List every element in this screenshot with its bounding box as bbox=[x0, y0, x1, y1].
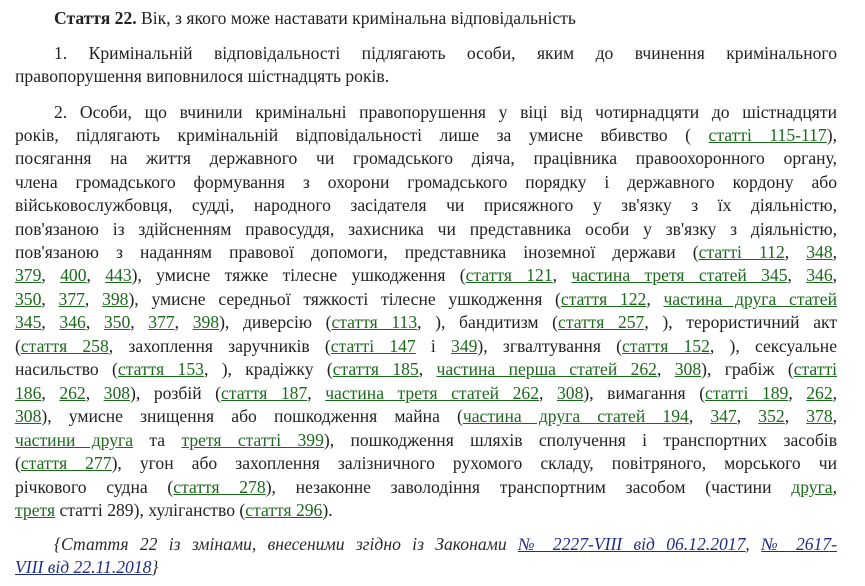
part-2-line-2: років, підлягають кримінальній відповідальності лише за умисне вбивство ( статті 115-117), bbox=[15, 125, 837, 145]
link-article-153[interactable]: стаття 153 bbox=[117, 359, 204, 379]
part-2-line-11: (стаття 258, захоплення заручників (статті 147 і 349), згвалтування (стаття 152, ), сексуальне bbox=[15, 336, 838, 356]
part-2-line-6: пов'язаною із здійсненням правосуддя, захисника чи представника особи у зв'язку з діяльністю, bbox=[15, 219, 837, 239]
link-article-352[interactable]: 352 bbox=[758, 406, 785, 426]
link-article-378[interactable]: 378 bbox=[806, 406, 833, 426]
link-article-147[interactable]: статті 147 bbox=[330, 336, 416, 356]
link-part-3-b[interactable]: третя bbox=[15, 500, 56, 520]
part-2-line-15: частини друга та третя статті 399), пошкодження шляхів сполучення і транспортних засобів bbox=[15, 430, 838, 450]
link-part-2-articles[interactable]: частина друга статей bbox=[663, 289, 838, 309]
link-part-2-article-194[interactable]: частина друга статей 194 bbox=[462, 406, 689, 426]
link-article-121[interactable]: стаття 121 bbox=[465, 265, 553, 285]
link-article-308d[interactable]: 308 bbox=[15, 406, 42, 426]
link-article-308[interactable]: 308 bbox=[674, 359, 702, 379]
link-article-296[interactable]: стаття 296 bbox=[245, 500, 323, 520]
link-article-345b[interactable]: 345 bbox=[15, 312, 42, 332]
part-2-line-8: 379, 400, 443), умисне тяжке тілесне ушкодження (стаття 121, частина третя статей 345, 346, bbox=[15, 265, 838, 285]
link-article-346b[interactable]: 346 bbox=[59, 312, 86, 332]
article-title bbox=[54, 7, 837, 30]
link-article-400[interactable]: 400 bbox=[60, 265, 87, 285]
law-link-2617-part-2[interactable]: VIII від 22.11.2018 bbox=[15, 557, 152, 577]
link-article-443[interactable]: 443 bbox=[105, 265, 132, 285]
link-part-3-article-262[interactable]: частина третя статей 262 bbox=[325, 383, 540, 403]
link-articles-115-117[interactable]: статті 115-117 bbox=[708, 125, 827, 145]
amendment-note-line-1: {Стаття 22 із змінами, внесеними згідно із Законами № 2227-VIII від 06.12.2017, № 2617- bbox=[54, 534, 837, 554]
part-2-line-4: члена громадського формування з охорони громадського порядку і державного кордону або bbox=[15, 172, 837, 192]
part-2-line-10: 345, 346, 350, 377, 398), диверсію (стаття 113, ), бандитизм (стаття 257, ), терористичний акт bbox=[15, 312, 838, 332]
article-heading: Вік, з якого може наставати кримінальна відповідальність bbox=[141, 8, 576, 28]
link-part-2-b[interactable]: друга bbox=[791, 477, 833, 497]
part-2-line-3: посягання на життя державного чи громадського діяча, працівника правоохоронного органу, bbox=[15, 148, 837, 168]
link-article-346[interactable]: 346 bbox=[806, 265, 833, 285]
part-2-line-5: військовослужбовця, судді, народного засідателя чи присяжного у зв'язку з їх діяльністю, bbox=[15, 195, 837, 215]
link-article-349[interactable]: 349 bbox=[451, 336, 478, 356]
link-articles-186[interactable]: статті bbox=[793, 359, 838, 379]
link-article-277[interactable]: стаття 277 bbox=[20, 453, 112, 473]
link-article-187[interactable]: стаття 187 bbox=[221, 383, 308, 403]
law-link-2617-part-1[interactable]: № 2617- bbox=[761, 534, 837, 554]
amendment-note-line-2: VIII від 22.11.2018} bbox=[15, 557, 159, 577]
link-article-377b[interactable]: 377 bbox=[148, 312, 175, 332]
part-2-line-17: річкового судна (стаття 278), незаконне заволодіння транспортним засобом (частини друга, bbox=[15, 477, 837, 497]
link-part-2[interactable]: частини друга bbox=[15, 430, 134, 450]
article-number: Стаття 22. bbox=[54, 8, 137, 28]
link-article-122[interactable]: стаття 122 bbox=[560, 289, 647, 309]
link-article-308b[interactable]: 308 bbox=[103, 383, 131, 403]
link-article-379[interactable]: 379 bbox=[15, 265, 42, 285]
link-article-278[interactable]: стаття 278 bbox=[173, 477, 266, 497]
link-article-262[interactable]: 262 bbox=[59, 383, 86, 403]
link-article-258[interactable]: стаття 258 bbox=[20, 336, 109, 356]
link-article-377[interactable]: 377 bbox=[58, 289, 85, 309]
law-link-2227[interactable]: № 2227-VIII від 06.12.2017 bbox=[517, 534, 746, 554]
part-2-line-14: 308), умисне знищення або пошкодження майна (частина друга статей 194, 347, 352, 378, bbox=[15, 406, 838, 426]
link-article-189[interactable]: статті 189 bbox=[705, 383, 789, 403]
link-article-350b[interactable]: 350 bbox=[103, 312, 131, 332]
link-article-350[interactable]: 350 bbox=[15, 289, 42, 309]
link-article-113[interactable]: стаття 113 bbox=[331, 312, 418, 332]
link-article-152[interactable]: стаття 152 bbox=[621, 336, 710, 356]
link-part-3-article-345[interactable]: частина третя статей 345 bbox=[571, 265, 788, 285]
part-2-line-16: (стаття 277), угон або захоплення залізничного рухомого складу, повітряного, морського чи bbox=[15, 453, 837, 473]
link-article-348[interactable]: 348 bbox=[806, 242, 833, 262]
link-article-308c[interactable]: 308 bbox=[556, 383, 584, 403]
part-2-line-7: пов'язаною з наданням правової допомоги, представника іноземної держави (статті 112, 348, bbox=[15, 242, 838, 262]
part-2-line-1: 2. Особи, що вчинили кримінальні правопорушення у віці від чотирнадцяти до шістнадцяти bbox=[54, 102, 837, 122]
link-article-185[interactable]: стаття 185 bbox=[332, 359, 419, 379]
link-article-398[interactable]: 398 bbox=[102, 289, 129, 309]
link-article-257[interactable]: стаття 257 bbox=[558, 312, 645, 332]
part-1-line-2: правопорушення виповнилося шістнадцять років. bbox=[15, 66, 390, 86]
link-article-262b[interactable]: 262 bbox=[806, 383, 833, 403]
part-2-line-13: 186, 262, 308), розбій (стаття 187, частина третя статей 262, 308), вимагання (статті 189, 262, bbox=[15, 383, 838, 403]
link-part-3-article-399[interactable]: третя статті 399 bbox=[181, 430, 324, 450]
part-2-line-18: третя статті 289), хуліганство (стаття 296). bbox=[15, 500, 333, 520]
link-part-1-article-262[interactable]: частина перша статей 262 bbox=[436, 359, 657, 379]
link-article-398b[interactable]: 398 bbox=[192, 312, 220, 332]
link-article-112[interactable]: статті 112 bbox=[698, 242, 785, 262]
part-2-line-9: 350, 377, 398), умисне середньої тяжкості тілесне ушкодження (стаття 122, частина друга статей bbox=[15, 289, 838, 309]
link-article-347[interactable]: 347 bbox=[710, 406, 737, 426]
link-article-186[interactable]: 186 bbox=[15, 383, 42, 403]
part-2-line-12: насильство (стаття 153, ), крадіжку (стаття 185, частина перша статей 262, 308), грабіж (статті bbox=[15, 359, 838, 379]
part-1-line-1: 1. Кримінальній відповідальності підлягають особи, яким до вчинення кримінального bbox=[54, 43, 837, 63]
